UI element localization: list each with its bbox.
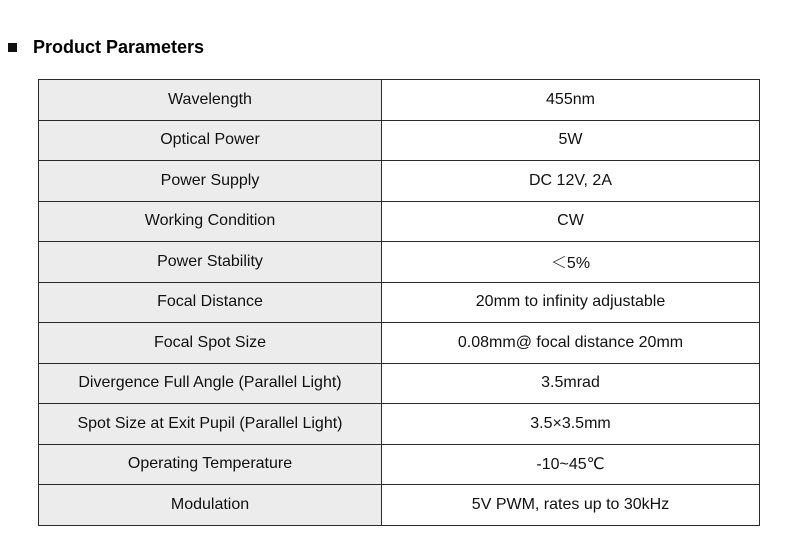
parameter-label: Power Supply <box>39 161 382 202</box>
parameter-value: 5V PWM, rates up to 30kHz <box>382 485 760 526</box>
parameter-value: 455nm <box>382 80 760 121</box>
table-row <box>39 242 760 283</box>
parameter-value: 3.5×3.5mm <box>382 404 760 445</box>
parameter-value: 3.5mrad <box>382 363 760 404</box>
parameter-value: 20mm to infinity adjustable <box>382 282 760 323</box>
table-row <box>39 80 760 121</box>
parameter-label: Focal Distance <box>39 282 382 323</box>
parameter-value: 5W <box>382 120 760 161</box>
table-row <box>39 363 760 404</box>
table-row <box>39 161 760 202</box>
parameter-label: Divergence Full Angle (Parallel Light) <box>39 363 382 404</box>
parameter-label: Modulation <box>39 485 382 526</box>
table-row <box>39 485 760 526</box>
table-row <box>39 323 760 364</box>
parameter-label: Optical Power <box>39 120 382 161</box>
parameter-label: Wavelength <box>39 80 382 121</box>
parameter-value: DC 12V, 2A <box>382 161 760 202</box>
parameter-label: Spot Size at Exit Pupil (Parallel Light) <box>39 404 382 445</box>
parameter-value: CW <box>382 201 760 242</box>
table-row <box>39 404 760 445</box>
table-row <box>39 120 760 161</box>
parameter-value: 0.08mm@ focal distance 20mm <box>382 323 760 364</box>
table-row <box>39 201 760 242</box>
parameter-value: ＜5% <box>382 242 760 283</box>
table-row <box>39 444 760 485</box>
parameter-label: Power Stability <box>39 242 382 283</box>
parameter-label: Operating Temperature <box>39 444 382 485</box>
parameter-label: Focal Spot Size <box>39 323 382 364</box>
section-title: Product Parameters <box>33 36 205 57</box>
parameter-label: Working Condition <box>39 201 382 242</box>
table-row <box>39 282 760 323</box>
parameters-table <box>38 79 760 526</box>
square-bullet-icon <box>8 43 17 52</box>
section-heading <box>8 34 204 60</box>
parameter-value: -10~45℃ <box>382 444 760 485</box>
